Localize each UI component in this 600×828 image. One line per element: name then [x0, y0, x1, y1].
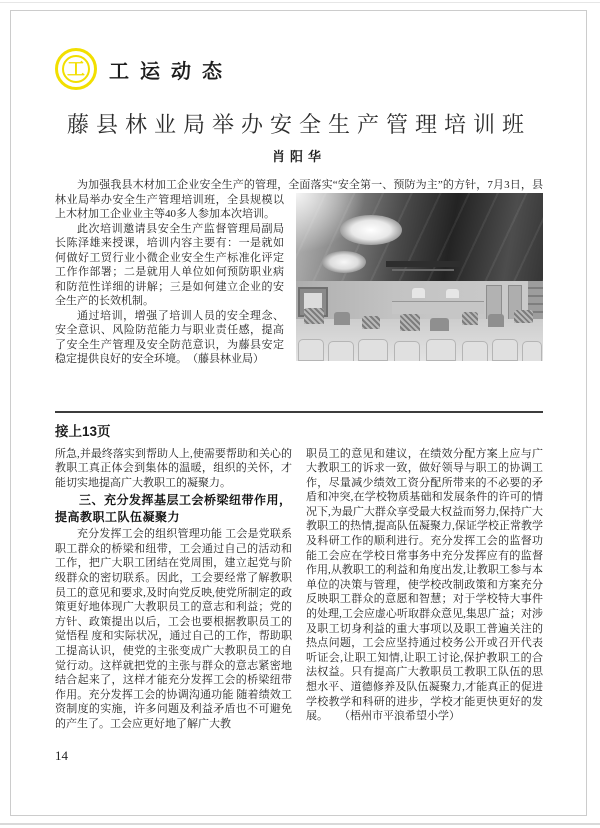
- photo-attendee: [430, 317, 452, 331]
- photo-chair: [462, 341, 488, 361]
- photo-attendee: [514, 309, 536, 323]
- page-number: 14: [55, 748, 68, 763]
- trade-union-logo-inner-ring: [62, 55, 90, 83]
- article1-paragraph-1: [55, 178, 543, 222]
- photo-chair: [426, 339, 456, 361]
- article1-title: 藤县林业局举办安全生产管理培训班: [66, 112, 531, 137]
- photo-chandelier-small: [322, 251, 366, 273]
- photo-speaker-2: [446, 288, 468, 298]
- photo-chair: [492, 339, 518, 361]
- masthead: [55, 46, 543, 92]
- article1-paragraph-1-rest: 林业局举办安全生产管理培训班，全县规模以上木材加工企业业主等40多人参加本次培训。: [55, 193, 284, 220]
- article1-author: 肖阳华: [271, 149, 326, 164]
- right-column: [306, 447, 543, 732]
- page-content: [55, 46, 543, 732]
- photo-attendee: [488, 313, 510, 327]
- left-column-paragraph-1: 所急,并最终落实到帮助人上,使需要帮助和关心的教职工真正体会到集体的温暖，组织的关怀，才能切实地提高广大教职工的凝聚力。: [55, 447, 292, 489]
- scan-edge-top: [0, 2, 600, 3]
- photo-chair: [298, 339, 324, 361]
- article1-paragraph-1-lead: 为加强我县木材加工企业安全生产的管理，全面落实“安全第一、预防为主”的方针，7月3日，县: [77, 179, 543, 191]
- article1-paragraph-3: 通过培训，增强了培训人员的安全理念、安全意识、风险防范能力与职业责任感，提高了安全生产管理及安全防范意识，为藤县安定稳定提供良好的安全环境。 （藤县林业局）: [55, 309, 284, 365]
- left-column: [55, 447, 292, 732]
- photo-speaker-1: [412, 287, 434, 298]
- trade-union-logo-icon: [55, 48, 97, 90]
- photo-chair: [328, 341, 354, 361]
- scan-edge-bottom: [0, 823, 600, 825]
- photo-attendee: [334, 311, 356, 325]
- photo-chandelier-large: [340, 215, 402, 245]
- article1-paragraph-2: 此次培训邀请县安全生产监督管理局副局长陈泽雄来授课，培训内容主要有：一是就如何做好工贸行业小微企业安全生产标准化评定工作作部署；二是就用人单位如何预防职业病和防范性详细的讲解；三是如何建立企业的安全生产的长效机制。: [55, 222, 284, 307]
- photo-chair: [358, 339, 388, 361]
- article1-training-photo: [296, 193, 543, 361]
- photo-projection-screen: [386, 261, 460, 267]
- section-divider-rule: [55, 411, 543, 413]
- photo-chair: [394, 341, 420, 361]
- article1-body: [55, 178, 543, 367]
- continued-from-label: 接上13页: [55, 423, 111, 439]
- photo-attendee: [462, 311, 484, 325]
- photo-attendee: [304, 307, 326, 324]
- two-column-body: [55, 447, 543, 732]
- left-column-paragraph-2: 充分发挥工会的组织管理功能 工会是党联系职工群众的桥梁和纽带，工会通过自己的活动和工作，把广大职工团结在党周围，建立起党与阶级群众的密切联系。因此，工会要经常了解教职员工的意见和要求,及时向党反映,使党所制定的政策更好地体现广大教职员工的意志和利益；党的方针、政策提出以后，工会也要根据教职员工的觉悟程 度和实际状况，通过自己的工作，帮助职工提高认识，使党的主张变成广大教职员工的自觉行动。这样就把党的主张与群众的意志紧密地结合起来了，这样才能充分发挥工会的桥梁纽带作用。充分发挥工会的协调沟通功能 随着绩效工资制度的实施，许多问题及利益矛盾也不可避免的产生了。工会应更好地了解广大教: [55, 528, 292, 730]
- column-masthead-title: 工运动态: [109, 60, 233, 83]
- photo-chair: [522, 341, 542, 361]
- photo-projection-screen-shadow: [392, 269, 454, 271]
- photo-attendee: [400, 313, 422, 331]
- section-three-heading: 三、充分发挥基层工会桥梁纽带作用，提高教职工队伍凝聚力: [55, 493, 292, 524]
- trade-union-logo-glyph: 工: [67, 59, 85, 79]
- photo-attendee: [362, 315, 384, 329]
- right-column-paragraph-1: 职员工的意见和建议，在绩效分配方案上应与广大教职工的诉求一致，做好领导与职工的协调工作，尽量减少绩效工资分配所带来的不必要的矛盾和冲突,在学校物质基础和发展条件的许可的情况下,为最广大群众享受最大权益而努力,保持广大教职工的热情,提高队伍凝聚力,保证学校正常教学及科研工作的顺利进行。充分发挥工会的监督功能工会应在学校日常事务中充分发挥应有的监督作用,从教职工的利益和角度出发,让教职工参与本单位的决策与管理，使学校改制政策和方案充分反映职工群众的意愿和智慧；对于学校特大事件的处理,工会应虚心听取群众意见,集思广益；对涉及职工切身利益的重大事项以及职工普遍关注的热点问题，工会应坚持通过校务公开或召开代表听证会,让职工知情,让职工讨论,保护教职工的合法权益。只有提高广大教职员工教职工队伍的思想水平、道德修养及队伍凝聚力,才能真正的促进学校教学和科研的进步，学校才能更快更好的发展。 （梧州市平浪希望小学）: [306, 447, 543, 723]
